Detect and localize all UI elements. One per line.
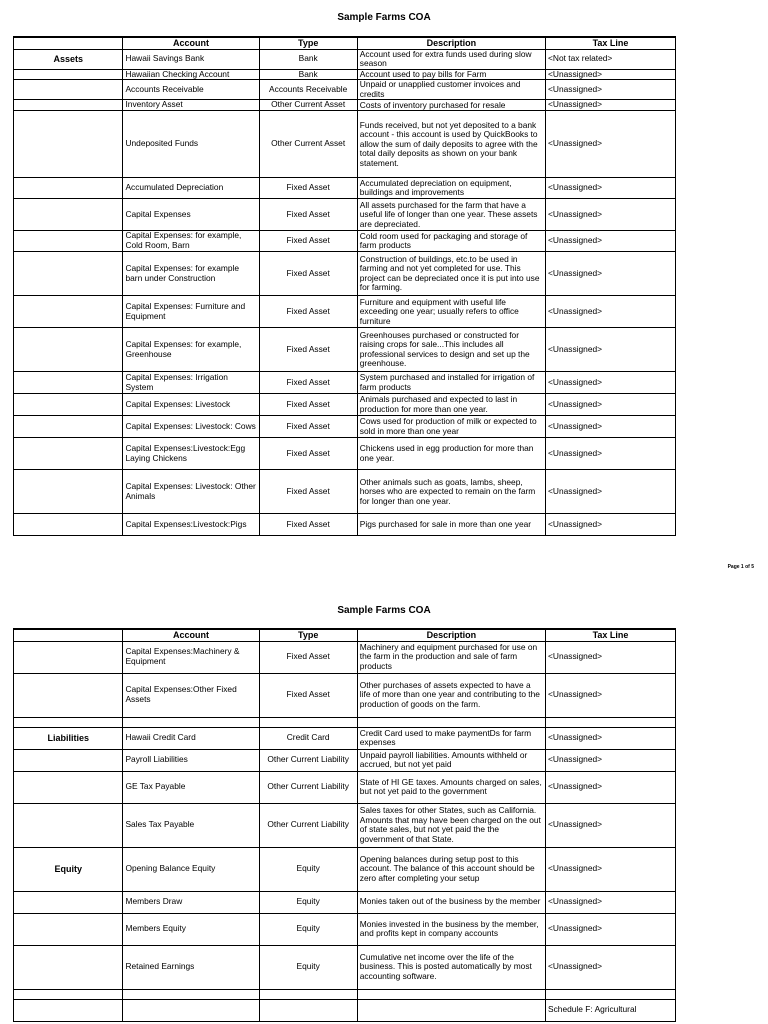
table-row: [14, 999, 676, 1021]
description-cell: Furniture and equipment with useful life exceeding one year; usually refers to office furniture: [357, 296, 545, 328]
page-title: Sample Farms COA: [337, 605, 431, 616]
description-cell: Funds received, but not yet deposited to a bank account - this account is used by QuickBooks to allow the sum of daily deposits to agree with the total daily deposits as shown on your bank statement.: [357, 111, 545, 178]
table-body: [14, 49, 676, 536]
type-cell: Bank: [259, 49, 357, 69]
tax-line-cell: <Unassigned>: [546, 438, 676, 470]
account-cell: Opening Balance Equity: [123, 847, 259, 891]
category-cell: [14, 80, 123, 100]
table-row: [14, 803, 676, 847]
table-row: [14, 416, 676, 438]
tax-line-cell: Schedule F: Agricultural: [546, 999, 676, 1021]
table-header-row: [14, 37, 676, 49]
tax-line-cell: <Unassigned>: [546, 891, 676, 913]
table-row: [14, 717, 676, 727]
category-cell: [14, 913, 123, 945]
account-cell: GE Tax Payable: [123, 771, 259, 803]
account-cell: Capital Expenses:Livestock:Pigs: [123, 514, 259, 536]
category-cell: [14, 231, 123, 252]
table-row: [14, 989, 676, 999]
type-cell: Fixed Asset: [259, 252, 357, 296]
tax-line-cell: <Unassigned>: [546, 673, 676, 717]
header-description: Description: [357, 629, 545, 641]
account-cell: Members Equity: [123, 913, 259, 945]
description-cell: Costs of inventory purchased for resale: [357, 100, 545, 111]
description-cell: Cows used for production of milk or expected to sold in more than one year: [357, 416, 545, 438]
tax-line-cell: <Unassigned>: [546, 231, 676, 252]
header-description: Description: [357, 37, 545, 49]
category-cell: Liabilities: [14, 727, 123, 749]
category-cell: [14, 178, 123, 199]
type-cell: Other Current Asset: [259, 100, 357, 111]
tax-line-cell: <Unassigned>: [546, 416, 676, 438]
table-row: [14, 372, 676, 394]
type-cell: [259, 989, 357, 999]
tax-line-cell: [546, 717, 676, 727]
category-cell: [14, 470, 123, 514]
type-cell: Fixed Asset: [259, 470, 357, 514]
tax-line-cell: <Unassigned>: [546, 847, 676, 891]
description-cell: Accumulated depreciation on equipment, buildings and improvements: [357, 178, 545, 199]
table-row: [14, 673, 676, 717]
page-number: Page 1 of 5: [727, 564, 754, 570]
account-cell: Capital Expenses: for example barn under Construction: [123, 252, 259, 296]
account-cell: Capital Expenses: for example, Cold Room, Barn: [123, 231, 259, 252]
tax-line-cell: <Unassigned>: [546, 803, 676, 847]
category-cell: [14, 416, 123, 438]
account-cell: Hawaii Credit Card: [123, 727, 259, 749]
category-cell: [14, 296, 123, 328]
tax-line-cell: [546, 989, 676, 999]
category-cell: [14, 891, 123, 913]
account-cell: Capital Expenses:Livestock:Egg Laying Chickens: [123, 438, 259, 470]
type-cell: Fixed Asset: [259, 673, 357, 717]
description-cell: State of HI GE taxes. Amounts charged on sales, but not yet paid to the government: [357, 771, 545, 803]
tax-line-cell: <Unassigned>: [546, 80, 676, 100]
type-cell: Equity: [259, 891, 357, 913]
header-tax-line: Tax Line: [546, 37, 676, 49]
account-cell: Capital Expenses: Livestock: Cows: [123, 416, 259, 438]
account-cell: Capital Expenses: for example, Greenhouse: [123, 328, 259, 372]
account-cell: Members Draw: [123, 891, 259, 913]
tax-line-cell: <Unassigned>: [546, 727, 676, 749]
tax-line-cell: <Unassigned>: [546, 199, 676, 231]
type-cell: Bank: [259, 69, 357, 80]
account-cell: Capital Expenses: [123, 199, 259, 231]
header-account: Account: [123, 37, 259, 49]
type-cell: Fixed Asset: [259, 296, 357, 328]
chart-of-accounts-table: [13, 628, 676, 1022]
type-cell: Equity: [259, 847, 357, 891]
tax-line-cell: <Unassigned>: [546, 372, 676, 394]
type-cell: Credit Card: [259, 727, 357, 749]
account-cell: Capital Expenses: Livestock: Other Animals: [123, 470, 259, 514]
description-cell: Chickens used in egg production for more than one year.: [357, 438, 545, 470]
category-cell: [14, 989, 123, 999]
account-cell: Capital Expenses: Furniture and Equipment: [123, 296, 259, 328]
tax-line-cell: <Unassigned>: [546, 328, 676, 372]
account-cell: Hawaii Savings Bank: [123, 49, 259, 69]
type-cell: Fixed Asset: [259, 328, 357, 372]
table-row: [14, 252, 676, 296]
tax-line-cell: <Not tax related>: [546, 49, 676, 69]
header-category: [14, 37, 123, 49]
table-row: [14, 771, 676, 803]
description-cell: Construction of buildings, etc.to be used in farming and not yet completed for use. This project can be depreciated once it is put into use for farming.: [357, 252, 545, 296]
tax-line-cell: <Unassigned>: [546, 749, 676, 771]
table-row: [14, 470, 676, 514]
description-cell: Greenhouses purchased or constructed for raising crops for sale...This includes all professional services to design and set up the greenhouse.: [357, 328, 545, 372]
type-cell: Fixed Asset: [259, 438, 357, 470]
description-cell: [357, 717, 545, 727]
header-type: Type: [259, 629, 357, 641]
description-cell: Unpaid payroll liabilities. Amounts withheld or accrued, but not yet paid: [357, 749, 545, 771]
table-row: [14, 100, 676, 111]
category-cell: [14, 673, 123, 717]
tax-line-cell: <Unassigned>: [546, 514, 676, 536]
tax-line-cell: <Unassigned>: [546, 945, 676, 989]
category-cell: [14, 372, 123, 394]
category-cell: [14, 999, 123, 1021]
tax-line-cell: <Unassigned>: [546, 111, 676, 178]
description-cell: All assets purchased for the farm that have a useful life of longer than one year. These assets are depreciated.: [357, 199, 545, 231]
table-row: [14, 514, 676, 536]
description-cell: Animals purchased and expected to last in production for more than one year.: [357, 394, 545, 416]
description-cell: Pigs purchased for sale in more than one year: [357, 514, 545, 536]
tax-line-cell: <Unassigned>: [546, 913, 676, 945]
category-cell: [14, 252, 123, 296]
category-cell: [14, 749, 123, 771]
header-type: Type: [259, 37, 357, 49]
account-cell: Accumulated Depreciation: [123, 178, 259, 199]
header-account: Account: [123, 629, 259, 641]
description-cell: Other animals such as goats, lambs, sheep, horses who are expected to remain on the farm for longer than one year.: [357, 470, 545, 514]
account-cell: Retained Earnings: [123, 945, 259, 989]
account-cell: [123, 717, 259, 727]
tax-line-cell: <Unassigned>: [546, 470, 676, 514]
account-cell: [123, 989, 259, 999]
type-cell: Other Current Liability: [259, 771, 357, 803]
description-cell: Machinery and equipment purchased for use on the farm in the production and sale of farm products: [357, 641, 545, 673]
type-cell: Fixed Asset: [259, 394, 357, 416]
category-cell: [14, 199, 123, 231]
account-cell: [123, 999, 259, 1021]
table-row: [14, 913, 676, 945]
tax-line-cell: <Unassigned>: [546, 394, 676, 416]
type-cell: Other Current Liability: [259, 749, 357, 771]
category-cell: [14, 100, 123, 111]
account-cell: Inventory Asset: [123, 100, 259, 111]
description-cell: Unpaid or unapplied customer invoices and credits: [357, 80, 545, 100]
category-cell: [14, 771, 123, 803]
description-cell: Cold room used for packaging and storage of farm products: [357, 231, 545, 252]
type-cell: Other Current Liability: [259, 803, 357, 847]
description-cell: Cumulative net income over the life of the business. This is posted automatically by most accounting software.: [357, 945, 545, 989]
description-cell: Monies invested in the business by the member, and profits kept in company accounts: [357, 913, 545, 945]
description-cell: [357, 999, 545, 1021]
table-row: [14, 296, 676, 328]
type-cell: Accounts Receivable: [259, 80, 357, 100]
table-row: [14, 80, 676, 100]
category-cell: [14, 945, 123, 989]
tax-line-cell: <Unassigned>: [546, 296, 676, 328]
table-row: [14, 394, 676, 416]
category-cell: [14, 69, 123, 80]
category-cell: [14, 111, 123, 178]
account-cell: Payroll Liabilities: [123, 749, 259, 771]
category-cell: [14, 394, 123, 416]
page-title: Sample Farms COA: [337, 12, 431, 23]
account-cell: Capital Expenses: Irrigation System: [123, 372, 259, 394]
description-cell: Other purchases of assets expected to have a life of more than one year and contributing to the production of goods on the farm.: [357, 673, 545, 717]
description-cell: Sales taxes for other States, such as California. Amounts that may have been charged on the out of state sales, but not yet paid the the government of that State.: [357, 803, 545, 847]
chart-of-accounts-table: [13, 36, 676, 536]
table-row: [14, 641, 676, 673]
category-cell: [14, 438, 123, 470]
tax-line-cell: <Unassigned>: [546, 178, 676, 199]
table-row: [14, 749, 676, 771]
category-cell: Equity: [14, 847, 123, 891]
table-row: [14, 199, 676, 231]
header-tax-line: Tax Line: [546, 629, 676, 641]
table-body: [14, 641, 676, 1021]
table-row: [14, 727, 676, 749]
tax-line-cell: <Unassigned>: [546, 252, 676, 296]
table-row: [14, 438, 676, 470]
table-row: [14, 111, 676, 178]
account-cell: Undeposited Funds: [123, 111, 259, 178]
header-category: [14, 629, 123, 641]
table-row: [14, 49, 676, 69]
type-cell: Fixed Asset: [259, 514, 357, 536]
description-cell: Account used to pay bills for Farm: [357, 69, 545, 80]
type-cell: Fixed Asset: [259, 231, 357, 252]
account-cell: Capital Expenses:Other Fixed Assets: [123, 673, 259, 717]
account-cell: Hawaiian Checking Account: [123, 69, 259, 80]
description-cell: Opening balances during setup post to this account. The balance of this account should be zero after completing your setup: [357, 847, 545, 891]
type-cell: Other Current Asset: [259, 111, 357, 178]
tax-line-cell: <Unassigned>: [546, 771, 676, 803]
category-cell: [14, 803, 123, 847]
type-cell: Fixed Asset: [259, 641, 357, 673]
description-cell: Credit Card used to make paymentDs for farm expenses: [357, 727, 545, 749]
table-row: [14, 69, 676, 80]
category-cell: [14, 717, 123, 727]
type-cell: [259, 999, 357, 1021]
table-row: [14, 891, 676, 913]
type-cell: Fixed Asset: [259, 199, 357, 231]
tax-line-cell: <Unassigned>: [546, 641, 676, 673]
type-cell: Equity: [259, 945, 357, 989]
category-cell: [14, 641, 123, 673]
description-cell: System purchased and installed for irrigation of farm products: [357, 372, 545, 394]
account-cell: Sales Tax Payable: [123, 803, 259, 847]
description-cell: Account used for extra funds used during slow season: [357, 49, 545, 69]
type-cell: Fixed Asset: [259, 178, 357, 199]
description-cell: [357, 989, 545, 999]
table-header-row: [14, 629, 676, 641]
account-cell: Accounts Receivable: [123, 80, 259, 100]
account-cell: Capital Expenses:Machinery & Equipment: [123, 641, 259, 673]
description-cell: Monies taken out of the business by the member: [357, 891, 545, 913]
tax-line-cell: <Unassigned>: [546, 69, 676, 80]
tax-line-cell: <Unassigned>: [546, 100, 676, 111]
type-cell: Fixed Asset: [259, 372, 357, 394]
category-cell: [14, 514, 123, 536]
category-cell: [14, 328, 123, 372]
table-row: [14, 847, 676, 891]
table-row: [14, 231, 676, 252]
table-row: [14, 945, 676, 989]
table-row: [14, 178, 676, 199]
account-cell: Capital Expenses: Livestock: [123, 394, 259, 416]
type-cell: [259, 717, 357, 727]
type-cell: Equity: [259, 913, 357, 945]
category-cell: Assets: [14, 49, 123, 69]
type-cell: Fixed Asset: [259, 416, 357, 438]
table-row: [14, 328, 676, 372]
